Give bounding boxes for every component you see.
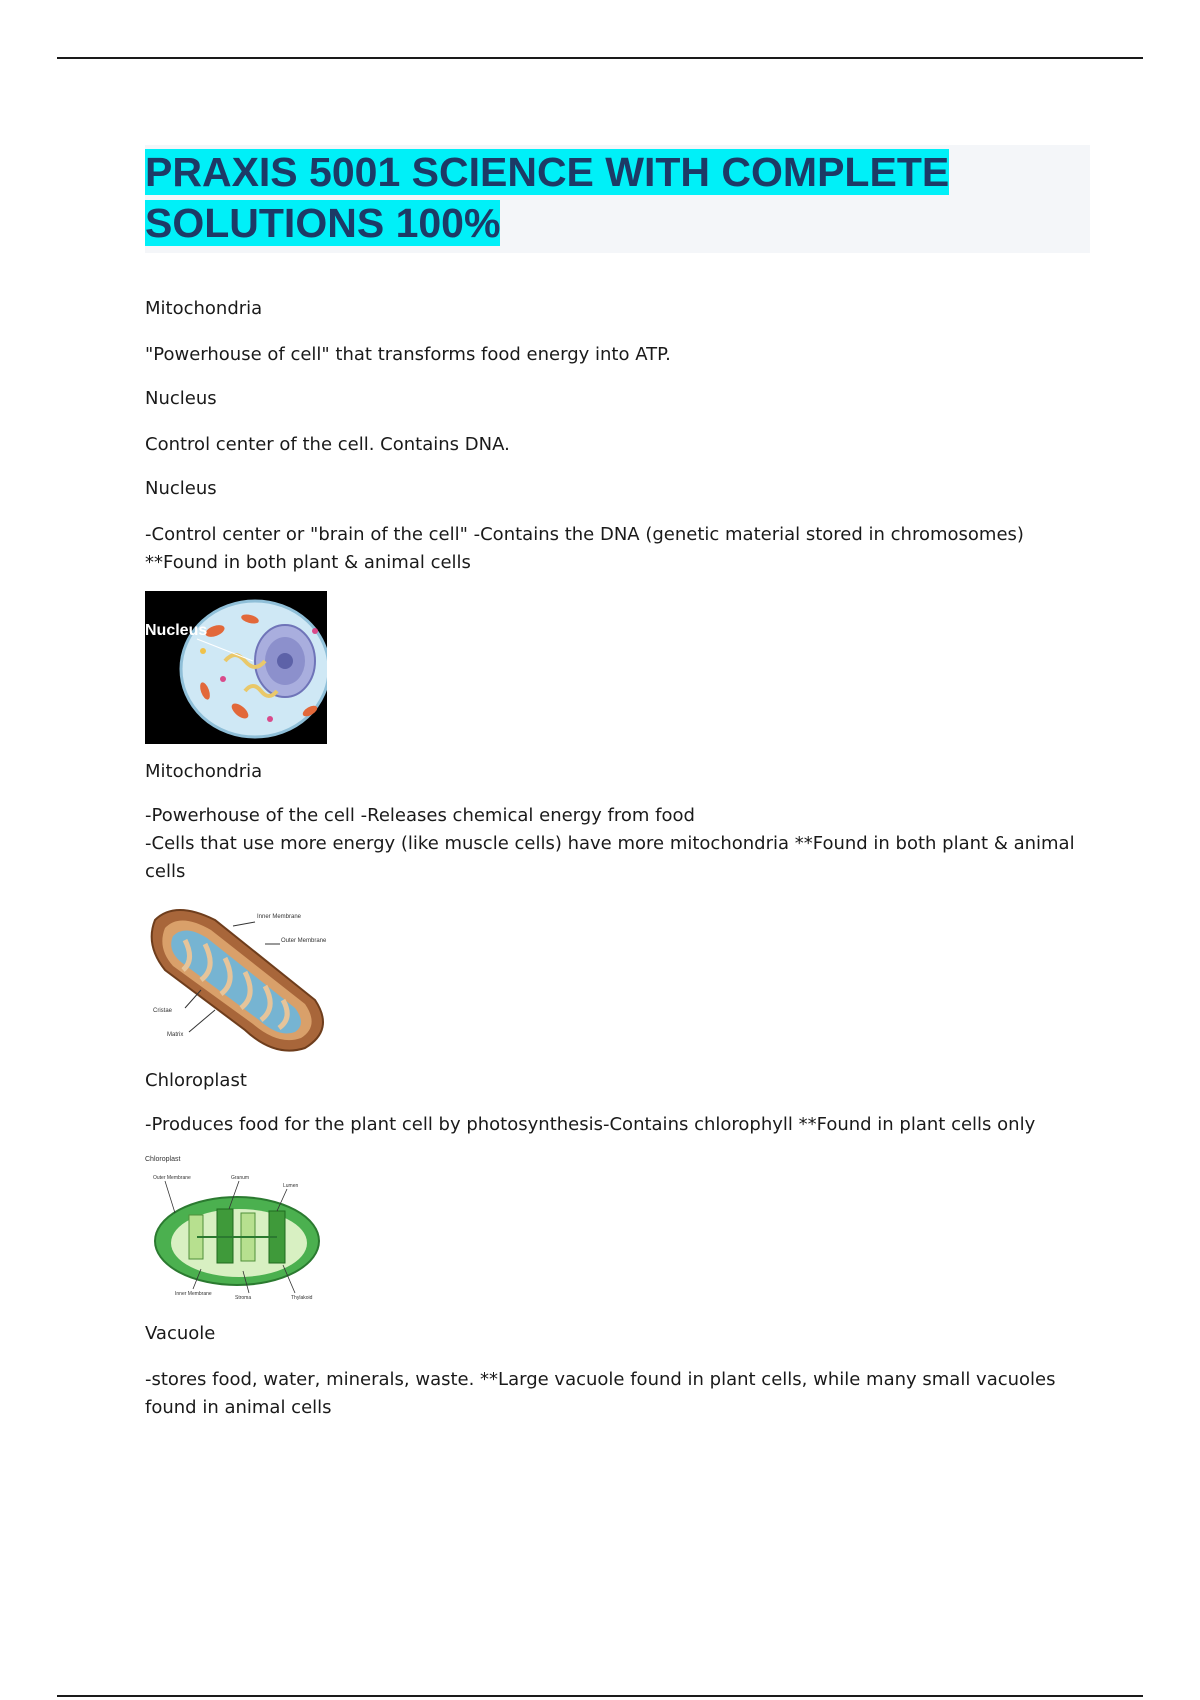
title-highlight: PRAXIS 5001 SCIENCE WITH COMPLETE SOLUTIONS 100% [145, 149, 950, 246]
term-nucleus-2: Nucleus [145, 478, 217, 499]
term-mitochondria-2: Mitochondria [145, 761, 263, 782]
title-block [145, 145, 1090, 253]
mito-label-outer-membrane: Outer Membrane [281, 938, 327, 944]
chloro-label-thylakoid: Thylakoid [291, 1295, 313, 1301]
top-rule [57, 57, 1143, 59]
term-vacuole: Vacuole [145, 1323, 216, 1344]
definition-nucleus-2: -Control center or "brain of the cell" -Contains the DNA (genetic material stored in chromosomes) **Found in both plant & animal cells [145, 524, 1024, 573]
mitochondria-image [145, 900, 327, 1053]
document-title [145, 147, 1090, 249]
definition-nucleus-1: Control center of the cell. Contains DNA. [145, 434, 510, 455]
bottom-rule [57, 1695, 1143, 1697]
mito-label-cristae: Cristae [153, 1008, 173, 1014]
mito-label-matrix: Matrix [167, 1032, 184, 1038]
term-chloroplast: Chloroplast [145, 1070, 247, 1091]
chloro-label-inner-membrane: Inner Membrane [175, 1291, 212, 1297]
definition-chloroplast: -Produces food for the plant cell by photosynthesis-Contains chlorophyll **Found in plant cells only [145, 1114, 1036, 1135]
chloro-figure-title: Chloroplast [145, 1156, 181, 1163]
nucleus-figure-label: Nucleus [145, 622, 208, 639]
chloro-label-stroma: Stroma [235, 1295, 252, 1301]
document-body [145, 145, 1090, 1422]
mito-label-inner-membrane: Inner Membrane [257, 914, 302, 920]
definition-vacuole: -stores food, water, minerals, waste. **Large vacuole found in plant cells, while many small vacuoles found in animal cells [145, 1369, 1056, 1418]
term-nucleus-1: Nucleus [145, 388, 217, 409]
definition-mitochondria-1: "Powerhouse of cell" that transforms food energy into ATP. [145, 344, 671, 365]
chloroplast-image [145, 1153, 327, 1306]
chloro-label-outer-membrane: Outer Membrane [153, 1175, 191, 1181]
chloro-label-lumen: Lumen [283, 1183, 299, 1189]
nucleus-cell-image [145, 591, 327, 744]
definition-mitochondria-2-line-1: -Powerhouse of the cell -Releases chemical energy from food [145, 805, 695, 826]
term-mitochondria-1: Mitochondria [145, 298, 263, 319]
chloro-label-granum: Granum [231, 1175, 250, 1181]
definition-mitochondria-2-line-2: -Cells that use more energy (like muscle cells) have more mitochondria **Found in both plant & animal cells [145, 833, 1075, 882]
